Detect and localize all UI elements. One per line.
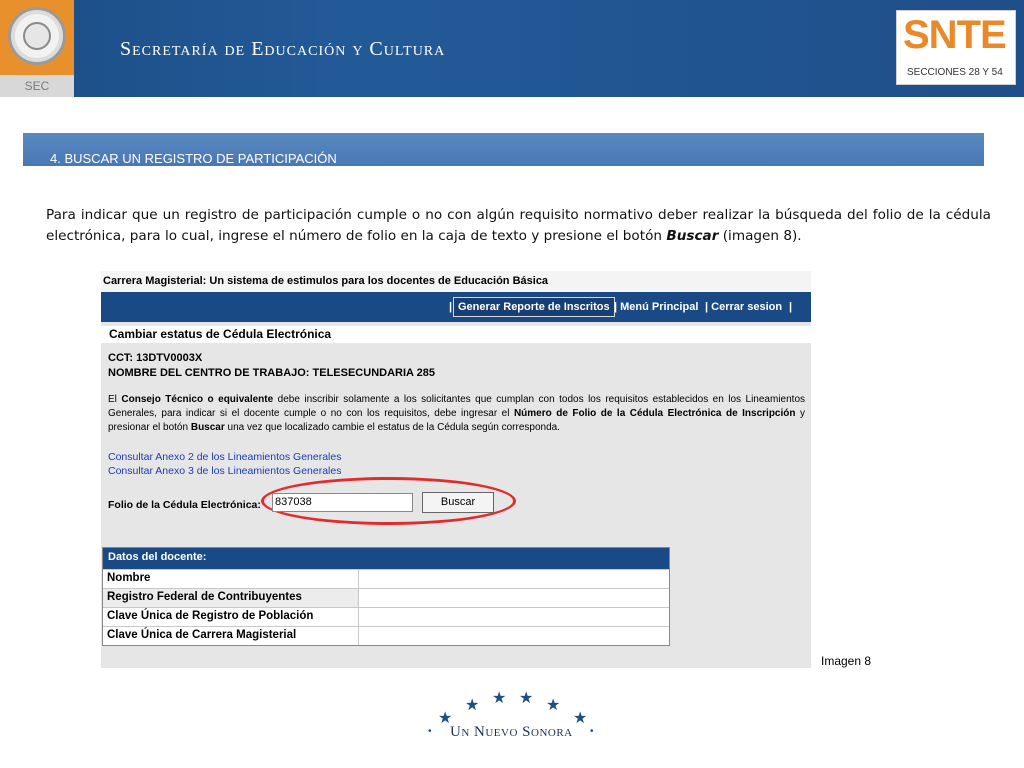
footer-slogan: Un Nuevo Sonora (450, 724, 573, 740)
star-icon: ★ (573, 710, 588, 727)
header-title: Secretaría de Educación y Cultura (120, 38, 446, 60)
table-row (103, 588, 669, 607)
footer-bullet: • (590, 726, 594, 737)
system-title: Carrera Magisterial: Un sistema de estimulos para los docentes de Educación Básica (103, 275, 549, 287)
table-row (103, 607, 669, 626)
sec-logo-box (0, 0, 74, 75)
sec-caption: SEC (0, 75, 74, 97)
nav-separator: | (449, 301, 453, 313)
annex-3-link[interactable]: Consultar Anexo 3 de los Lineamientos Generales (108, 465, 342, 477)
generate-report-button[interactable]: Generar Reporte de Inscritos (453, 297, 615, 317)
star-icon: ★ (519, 690, 534, 707)
system-title-bar (101, 271, 811, 292)
row-label: Clave Única de Registro de Población (103, 608, 359, 626)
system-nav-bar (101, 292, 811, 322)
desc-bold: Consejo Técnico o equivalente (121, 394, 274, 405)
snte-logo-box (896, 10, 1016, 85)
desc-bold: Número de Folio de la Cédula Electrónica de Inscripción (513, 408, 796, 419)
desc-text: una vez que localizado cambie el estatus de la Cédula según corresponda. (224, 422, 560, 433)
star-icon: ★ (465, 697, 480, 714)
paragraph-text-end: (imagen 8). (718, 228, 802, 244)
star-icon: ★ (492, 690, 507, 707)
star-icon: ★ (546, 697, 561, 714)
footer-bullet: • (428, 726, 432, 737)
table-header: Datos del docente: (103, 548, 669, 569)
snte-subtitle: SECCIONES 28 Y 54 (907, 67, 1003, 78)
row-value (359, 570, 669, 588)
row-value (359, 627, 669, 645)
row-value (359, 589, 669, 607)
row-label: Registro Federal de Contribuyentes (103, 589, 359, 607)
center-name-label: NOMBRE DEL CENTRO DE TRABAJO: TELESECUNDARIA 285 (108, 367, 435, 379)
desc-bold: Buscar (190, 422, 225, 433)
nav-logout-link[interactable]: | Cerrar sesion (705, 301, 783, 313)
footer-stars (430, 688, 600, 728)
system-description (108, 393, 805, 435)
nav-separator: | (789, 301, 793, 313)
snte-logo: SNTE (903, 13, 1006, 57)
section-title: 4. BUSCAR UN REGISTRO DE PARTICIPACIÓN (50, 151, 337, 166)
annex-2-link[interactable]: Consultar Anexo 2 de los Lineamientos Generales (108, 451, 342, 463)
image-caption: Imagen 8 (821, 654, 872, 668)
teacher-data-table (102, 547, 670, 646)
star-icon: ★ (438, 710, 453, 727)
page-subtitle-bar (101, 326, 811, 343)
folio-label: Folio de la Cédula Electrónica: (108, 499, 261, 511)
paragraph-text: Para indicar que un registro de participación cumple o no con algún requisito normativo deber realizar la búsqueda del folio de la cédula electrónica, para lo cual, ingrese el número de folio en la caja de texto y presione el botón (46, 207, 991, 244)
page-subtitle: Cambiar estatus de Cédula Electrónica (109, 327, 332, 341)
row-label: Nombre (103, 570, 359, 588)
state-seal-icon (8, 7, 66, 65)
nav-main-menu-link[interactable]: | Menú Principal (614, 301, 699, 313)
instructions-paragraph (46, 205, 991, 247)
desc-text: y presionar el botón (108, 408, 805, 433)
row-value (359, 608, 669, 626)
row-label: Clave Única de Carrera Magisterial (103, 627, 359, 645)
folio-input[interactable]: 837038 (272, 493, 413, 512)
desc-text: El (108, 394, 122, 405)
paragraph-emphasis: Buscar (666, 228, 719, 244)
desc-text: debe inscribir solamente a los solicitantes que cumplan con todos los requisitos establecidos en los Lineamientos Generales, para indicar si el docente cumple o no con los requisitos, debe ingresar el (108, 394, 806, 419)
embedded-screenshot (101, 271, 811, 668)
search-button[interactable]: Buscar (422, 492, 494, 513)
table-row (103, 569, 669, 588)
cct-label: CCT: 13DTV0003X (108, 352, 203, 364)
table-row (103, 626, 669, 645)
